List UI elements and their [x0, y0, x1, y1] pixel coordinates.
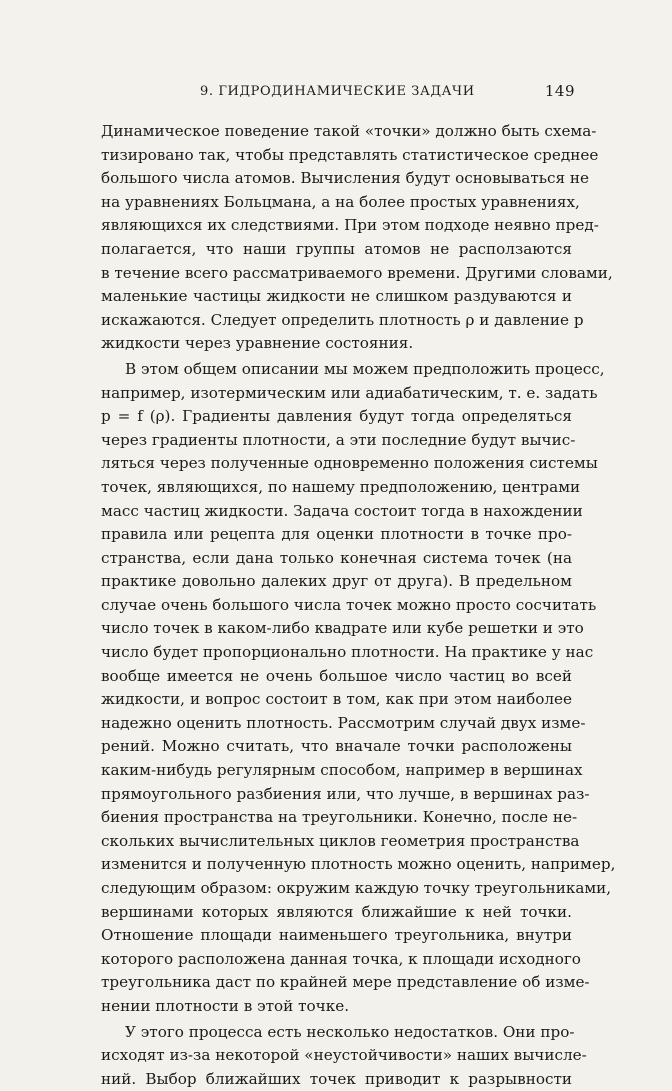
text-line: на уравнениях Больцмана, а на более простых уравнениях,	[101, 192, 580, 211]
text-line: треугольника даст по крайней мере представление об изме-	[101, 973, 590, 992]
text-line: тизировано так, чтобы представлять статистическое среднее	[101, 145, 599, 164]
text-line: скольких вычислительных циклов геометрия пространства	[101, 831, 580, 850]
text-line: большого числа атомов. Вычисления будут основываться не	[101, 169, 590, 188]
text-line: жидкости, и вопрос состоит в том, как при этом наиболее	[101, 690, 572, 709]
text-line: вообще имеется не очень большое число частиц во всей	[101, 666, 572, 685]
text-line: правила или рецепта для оценки плотности в точке про-	[101, 525, 572, 544]
text-line: странства, если дана только конечная система точек (на	[101, 548, 572, 567]
page-number: 149	[544, 82, 575, 100]
text-line: надежно оценить плотность. Рассмотрим случай двух изме-	[101, 713, 586, 732]
text-line: полагается, что наши группы атомов не расползаются	[101, 239, 572, 258]
text-line: число будет пропорционально плотности. На практике у нас	[101, 643, 594, 662]
text-line: точек, являющихся, по нашему предположению, центрами	[101, 477, 581, 496]
text-line: исходят из-за некоторой «неустойчивости» наших вычисле-	[101, 1046, 587, 1065]
text-line: в течение всего рассматриваемого времени. Другими словами,	[101, 263, 613, 282]
text-line: рений. Можно считать, что вначале точки расположены	[101, 737, 572, 756]
text-line: следующим образом: окружим каждую точку треугольниками,	[101, 879, 612, 897]
running-title: 9. ГИДРОДИНАМИЧЕСКИЕ ЗАДАЧИ	[200, 84, 475, 99]
text-line: ляться через полученные одновременно положения системы	[101, 454, 598, 473]
text-line: являющихся их следствиями. При этом подходе неявно пред-	[101, 216, 599, 235]
text-line: Отношение площади наименьшего треугольника, внутри	[101, 926, 572, 945]
text-line: каким-нибудь регулярным способом, например в вершинах	[101, 761, 583, 780]
text-line: p = f (ρ). Градиенты давления будут тогда определяться	[101, 407, 572, 426]
text-line: Динамическое поведение такой «точки» должно быть схема-	[101, 122, 597, 140]
text-line: изменится и полученную плотность можно оценить, например,	[101, 855, 616, 874]
text-line: практике довольно далеких друг от друга). В предельном	[101, 572, 572, 591]
text-line: прямоугольного разбиения или, что лучше, в вершинах раз-	[101, 784, 590, 803]
text-line: В этом общем описании мы можем предположить процесс,	[125, 359, 605, 378]
text-line: например, изотермическим или адиабатическим, т. е. задать	[101, 383, 598, 402]
page-header	[200, 84, 575, 106]
text-line: маленькие частицы жидкости не слишком раздуваются и	[101, 287, 572, 306]
text-line: нении плотности в этой точке.	[101, 996, 350, 1015]
text-line: жидкости через уравнение состояния.	[101, 334, 414, 353]
text-line: вершинами которых являются ближайшие к ней точки.	[101, 902, 572, 921]
paragraph-2	[101, 358, 616, 1019]
text-line: масс частиц жидкости. Задача состоит тогда в нахождении	[101, 501, 583, 520]
text-line: случае очень большого числа точек можно просто сосчитать	[101, 595, 597, 614]
text-line: через градиенты плотности, а эти последние будут вычис-	[101, 430, 576, 449]
paragraph-3	[101, 1021, 587, 1091]
text-line: которого расположена данная точка, к площади исходного	[101, 949, 581, 968]
text-line: ний. Выбор ближайших точек приводит к разрывности	[101, 1069, 572, 1088]
text-line: искажаются. Следует определить плотность ρ и давление p	[101, 310, 584, 329]
text-line: биения пространства на треугольники. Конечно, после не-	[101, 808, 578, 827]
text-line: число точек в каком-либо квадрате или кубе решетки и это	[101, 619, 584, 638]
body-text	[101, 120, 616, 1091]
text-line: У этого процесса есть несколько недостатков. Они про-	[125, 1022, 575, 1041]
paragraph-1	[101, 120, 613, 356]
